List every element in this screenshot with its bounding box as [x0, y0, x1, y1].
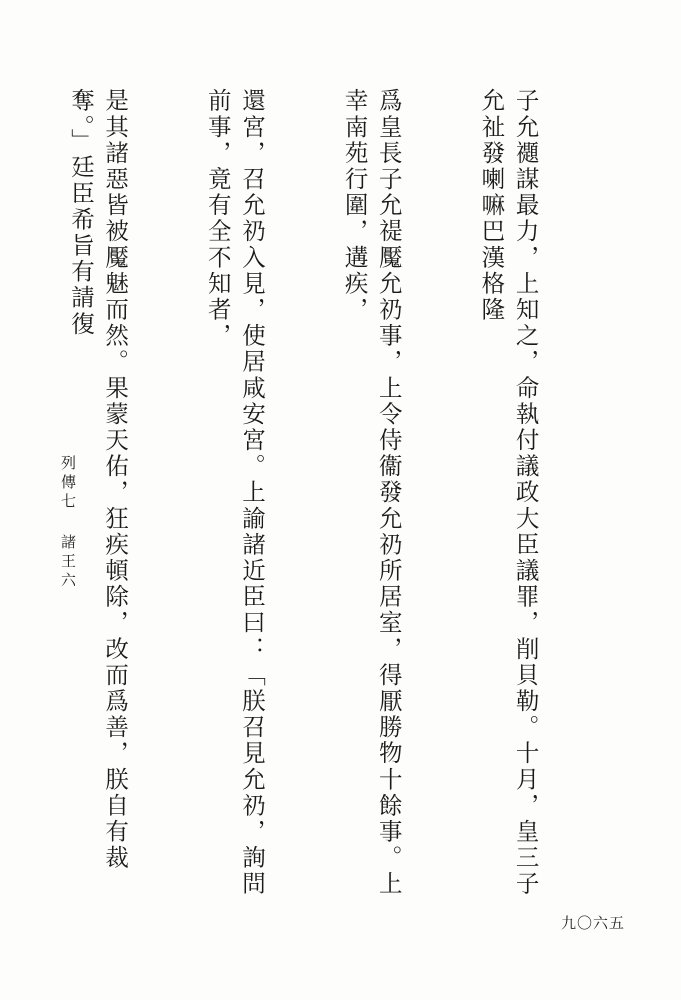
page-number: 九〇六五 — [560, 914, 625, 932]
text-column-4: 是其諸惡皆被魘魅而然。果蒙天佑，狂疾頓除，改而爲善，朕自有裁奪。」廷臣希旨有請復 — [66, 88, 130, 871]
running-head-book: 列傳七 — [59, 455, 77, 512]
text-column-2: 爲皇長子允禔魘允礽事，上令侍衞發允礽所居室，得厭勝物十餘事。上幸南苑行圍，遘疾， — [340, 88, 403, 898]
running-head-chapter: 諸王六 — [59, 534, 77, 591]
text-column-3: 還宮，召允礽入見，使居咸安宮。上諭諸近臣曰：「朕召見允礽，詢問前事，竟有全不知者， — [203, 88, 266, 898]
running-head — [58, 455, 79, 625]
text-column-1: 子允禵謀最力，上知之，命執付議政大臣議罪，削貝勒。十月，皇三子允祉發喇嘛巴漢格隆 — [477, 88, 540, 898]
